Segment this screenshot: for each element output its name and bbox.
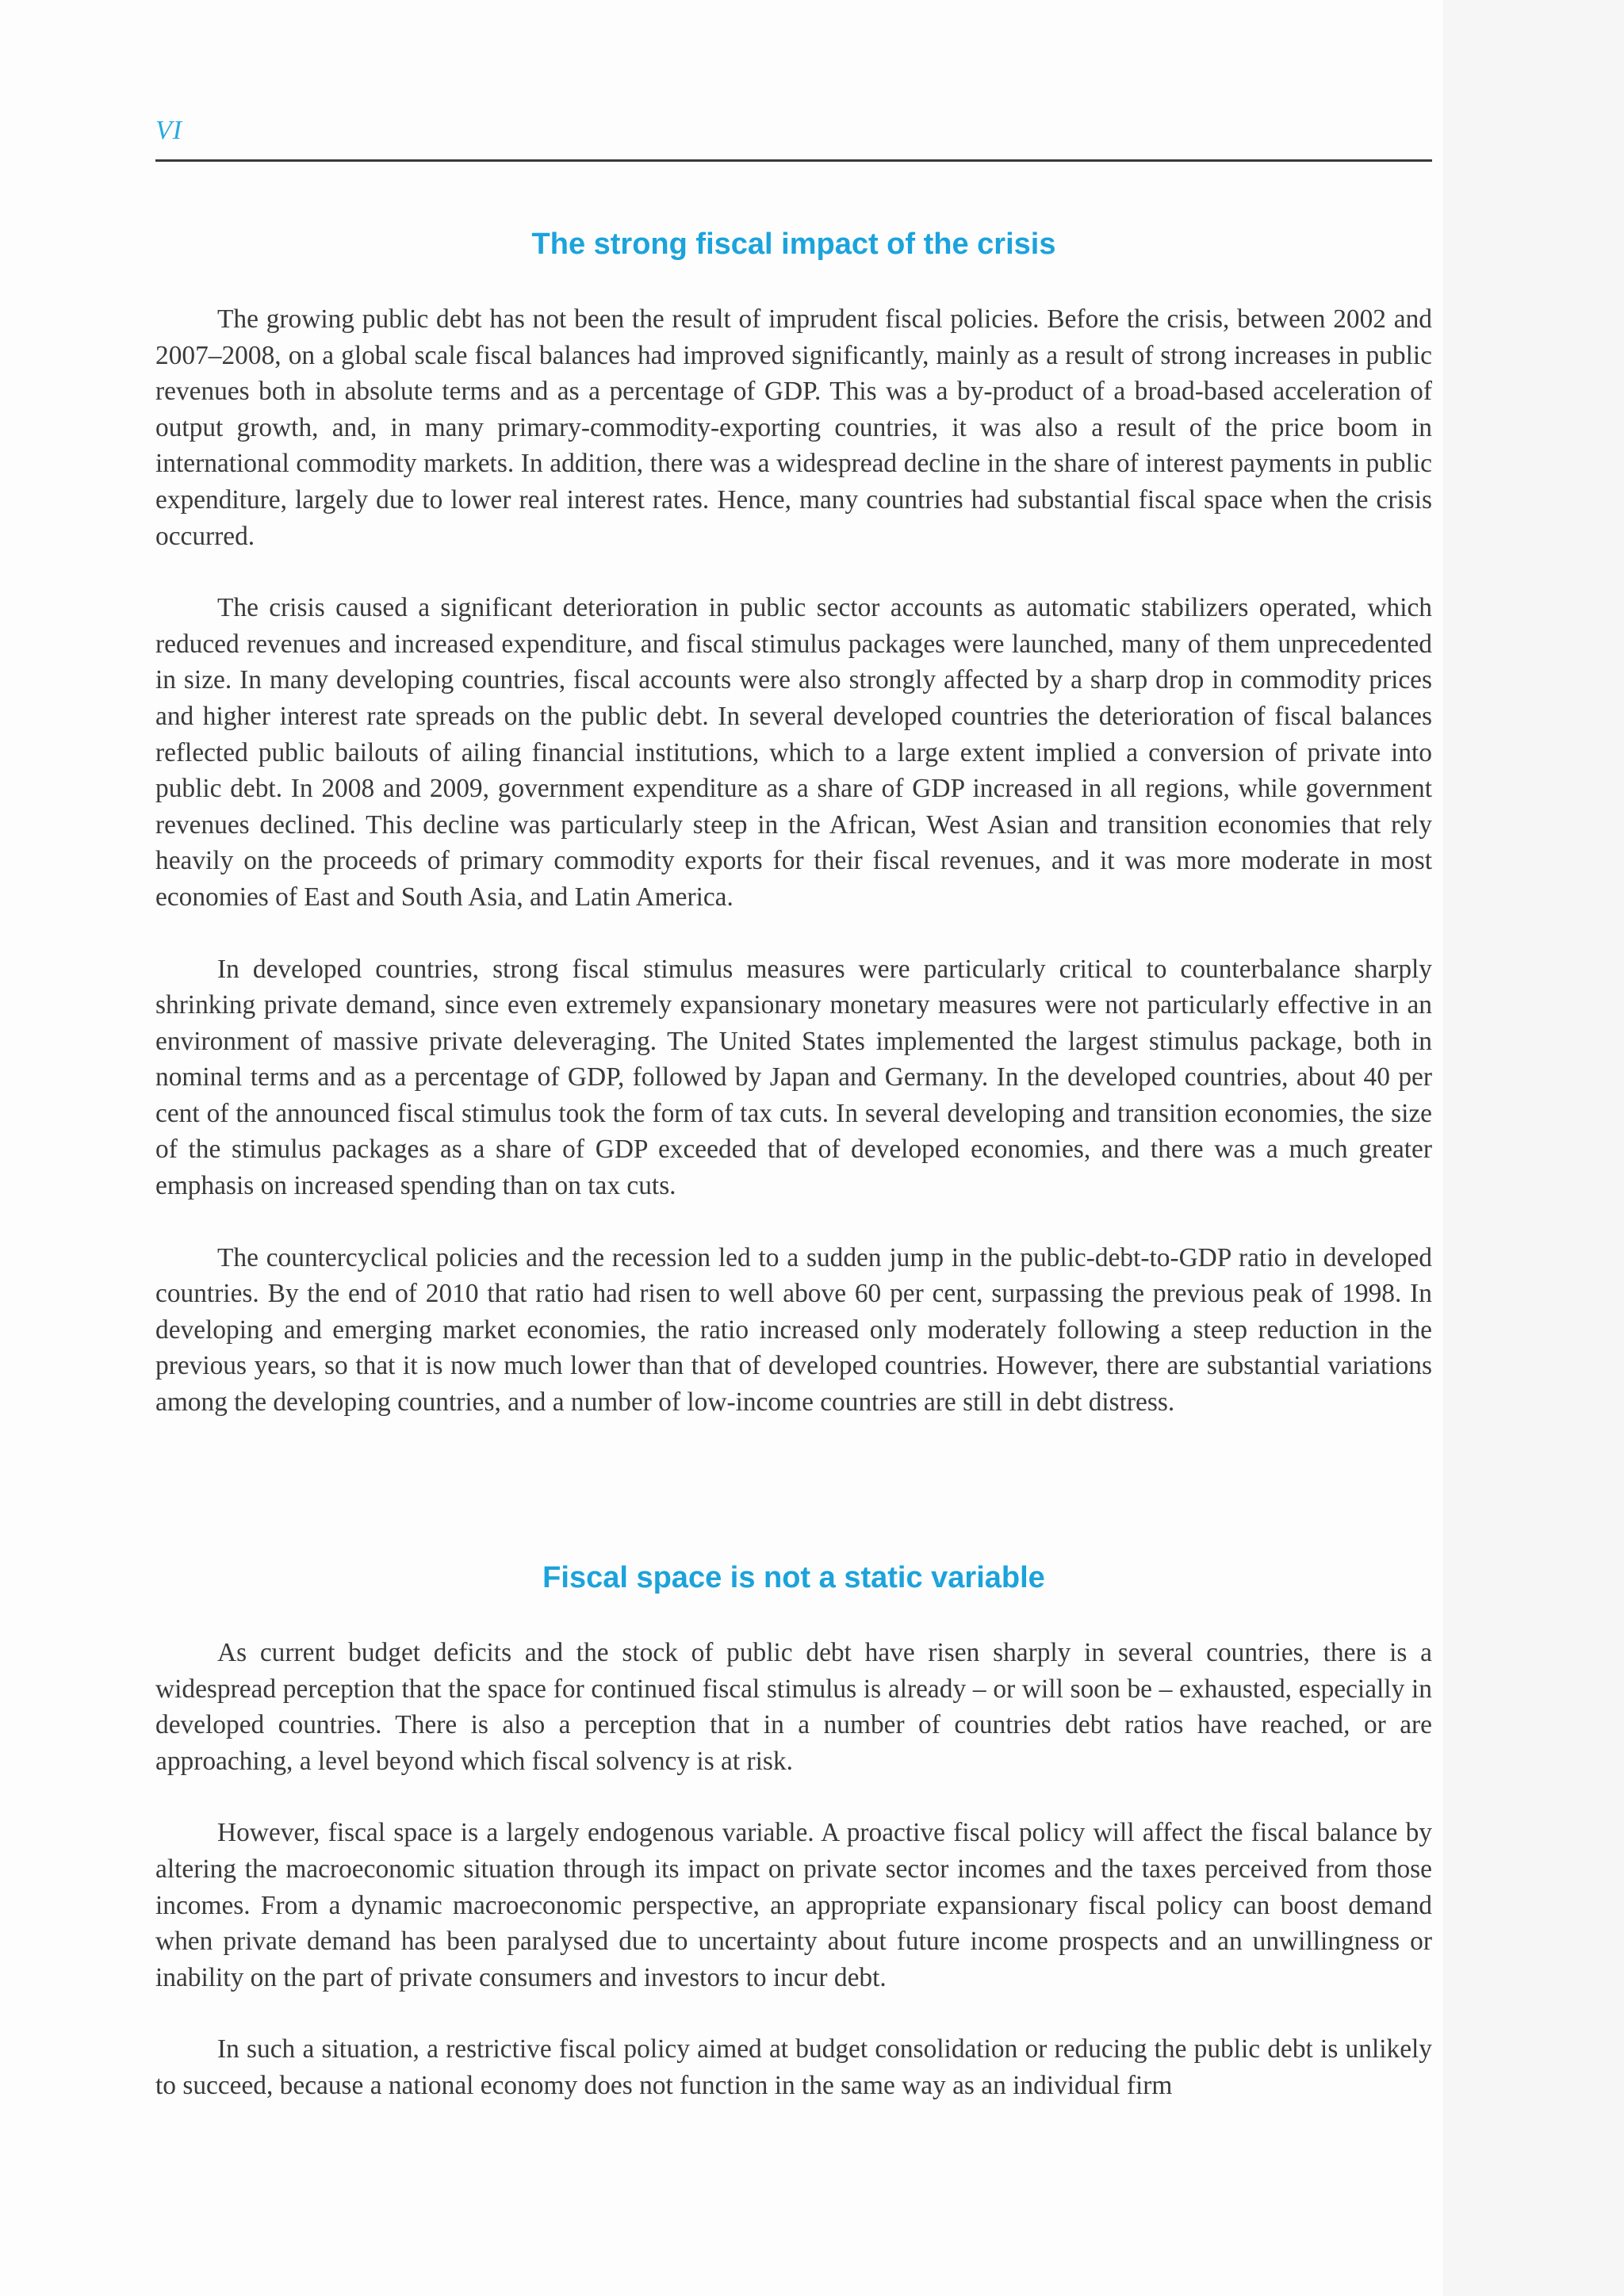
paragraph: In developed countries, strong fiscal stimulus measures were particularly critical to counterbalance sharply shrinking private demand, since even extremely expansionary monetary measures were not particularly effective in an environment of massive private deleveraging. The United States implemented the largest stimulus package, both in nominal terms and as a percentage of GDP, followed by Japan and Germany. In the developed countries, about 40 per cent of the announced fiscal stimulus took the form of tax cuts. In several developing and transition economies, the size of the stimulus packages as a share of GDP exceeded that of developed economies, and there was a much greater emphasis on increased spending than on tax cuts. bbox=[155, 954, 1432, 1201]
paragraph: However, fiscal space is a largely endogenous variable. A proactive fiscal policy will affect the fiscal balance by altering the macroeconomic situation through its impact on private sector incomes and the taxes perceived from those incomes. From a dynamic macroeconomic perspective, an appropriate expansionary fiscal policy can boost demand when private demand has been paralysed due to uncertainty about future income prospects and an unwillingness or inability on the part of private consumers and investors to incur debt. bbox=[155, 1818, 1432, 1992]
paragraph: The growing public debt has not been the result of imprudent fiscal policies. Before the crisis, between 2002 and 2007–2008, on a global scale fiscal balances had improved significantly, mainly as a result of strong increases in public revenues both in absolute terms and as a percentage of GDP. This was a by-product of a broad-based acceleration of output growth, and, in many primary-commodity-exporting countries, it was also a result of the price boom in international commodity markets. In addition, there was a widespread decline in the share of interest payments in public expenditure, largely due to lower real interest rates. Hence, many countries had substantial fiscal space when the crisis occurred. bbox=[155, 304, 1432, 551]
paragraph: The countercyclical policies and the recession led to a sudden jump in the public-debt-to-GDP ratio in developed countries. By the end of 2010 that ratio had risen to well above 60 per cent, surpassing the previous peak of 1998. In developing and emerging market economies, the ratio increased only moderately following a steep reduction in the previous years, so that it is now much lower than that of developed countries. However, there are substantial variations among the developing countries, and a number of low-income countries are still in debt distress. bbox=[155, 1242, 1432, 1418]
page-margin-shade bbox=[1443, 0, 1624, 2296]
section-heading: The strong fiscal impact of the crisis bbox=[531, 228, 1056, 261]
paragraph: In such a situation, a restrictive fiscal policy aimed at budget consolidation or reducing the public debt is unlikely to succeed, because a national economy does not function in the same way as an individual firm bbox=[155, 2034, 1432, 2100]
section-fiscal-impact bbox=[155, 222, 1432, 1456]
paragraph: As current budget deficits and the stock of public debt have risen sharply in several countries, there is a widespread perception that the space for continued fiscal stimulus is already – or will soon be – exhausted, especially in developed countries. There is also a perception that in a number of countries debt ratios have reached, or are approaching, a level beyond which fiscal solvency is at risk. bbox=[155, 1638, 1432, 1776]
page-number: VI bbox=[155, 116, 183, 145]
paragraph: The crisis caused a significant deterioration in public sector accounts as automatic stabilizers operated, which reduced revenues and increased expenditure, and fiscal stimulus packages were launched, many of them unprecedented in size. In many developing countries, fiscal accounts were also strongly affected by a sharp drop in commodity prices and higher interest rate spreads on the public debt. In several developed countries the deterioration of fiscal balances reflected public bailouts of ailing financial institutions, which to a large extent implied a conversion of private into public debt. In 2008 and 2009, government expenditure as a share of GDP increased in all regions, while government revenues declined. This decline was particularly steep in the African, West Asian and transition economies that rely heavily on the proceeds of primary commodity exports for their fiscal revenues, and it was more moderate in most economies of East and South Asia, and Latin America. bbox=[155, 593, 1432, 912]
section-heading: Fiscal space is not a static variable bbox=[542, 1561, 1045, 1594]
section-fiscal-space bbox=[155, 1556, 1432, 2140]
header-rule bbox=[155, 159, 1432, 162]
